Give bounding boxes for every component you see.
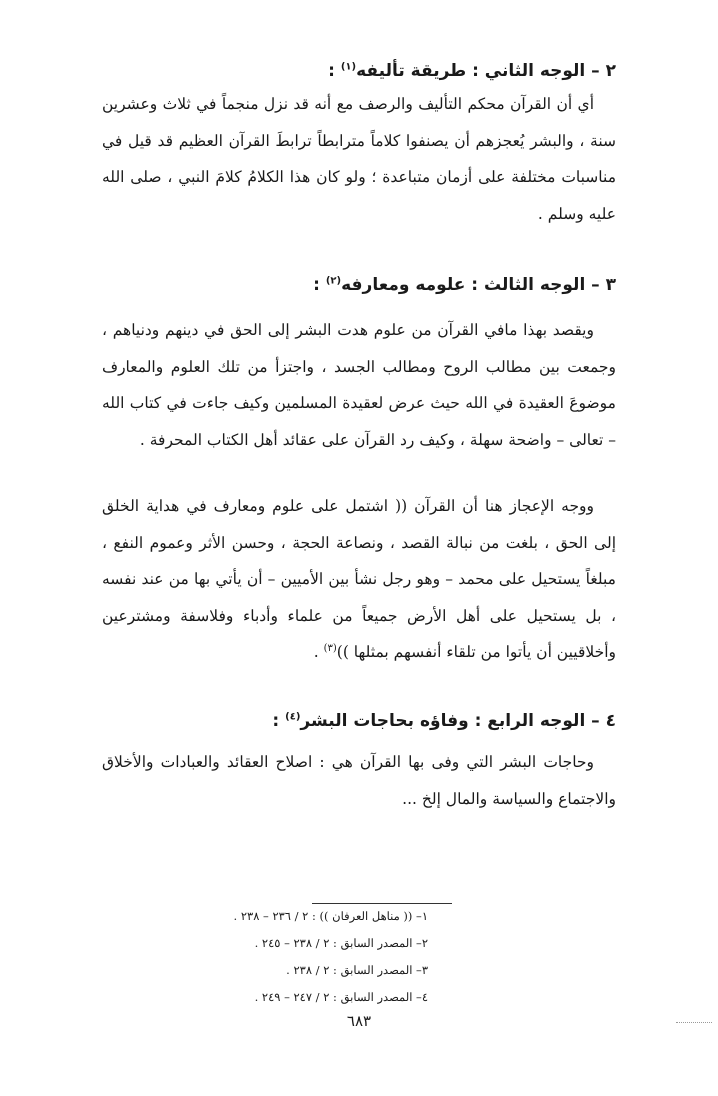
quote-body bbox=[102, 488, 616, 671]
section-2-heading-text: ٢ – الوجه الثاني : طريقة تأليفه bbox=[356, 61, 616, 81]
scan-mark bbox=[676, 1022, 712, 1023]
footnote-2: ٢– المصدر السابق : ٢ / ٢٣٨ – ٢٤٥ . bbox=[254, 936, 428, 950]
quote-end: . bbox=[313, 643, 324, 661]
footnote-3: ٣– المصدر السابق : ٢ / ٢٣٨ . bbox=[286, 963, 428, 977]
section-4-heading bbox=[102, 708, 616, 734]
footnote-ref-4: (٤) bbox=[285, 711, 301, 723]
section-3-body bbox=[102, 312, 616, 458]
footnotes bbox=[128, 903, 428, 1011]
footnote-ref-1: (١) bbox=[340, 61, 357, 73]
section-4-paragraph: وحاجات البشر التي وفى بها القرآن هي : اصلاح العقائد والعبادات والأخلاق والاجتماع والسياسة والمال إلخ ... bbox=[102, 753, 616, 808]
quote-paragraph bbox=[102, 488, 616, 671]
page-number: ٦٨٣ bbox=[346, 1012, 372, 1030]
footnote-1: ١– (( مناهل العرفان )) : ٢ / ٢٣٦ – ٢٣٨ . bbox=[233, 909, 428, 923]
section-4-body bbox=[102, 744, 616, 817]
section-3-heading bbox=[102, 272, 616, 298]
section-2-body bbox=[102, 86, 616, 232]
section-3-heading-text: ٣ – الوجه الثالث : علومه ومعارفه bbox=[341, 275, 616, 295]
section-4-heading-text: ٤ – الوجه الرابع : وفاؤه بحاجات البشر bbox=[300, 711, 616, 731]
section-3-heading-colon: : bbox=[313, 275, 326, 295]
footnote-ref-3: (٣) bbox=[323, 642, 337, 654]
section-4-heading-colon: : bbox=[272, 711, 286, 731]
footnote-4: ٤– المصدر السابق : ٢ / ٢٤٧ – ٢٤٩ . bbox=[254, 990, 428, 1004]
section-2-heading-colon: : bbox=[328, 61, 341, 81]
footnote-ref-2: (٢) bbox=[325, 275, 342, 287]
quote-text: ووجه الإعجاز هنا أن القرآن (( اشتمل على علوم ومعارف في هداية الخلق إلى الحق ، بلغت من نبالة القصد ، ونصاعة الحجة ، وحسن الأثر وعموم النفع ، مبلغاً يستحيل على محمد – وهو رجل نشأ بين الأميين – أن يأتي بها من عند نفسه ، بل يستحيل على أهل الأرض جميعاً من علماء وأدباء وفلاسفة ومشترعين وأخلاقيين أن يأتوا من تلقاء أنفسهم بمثلها )) bbox=[102, 497, 616, 661]
section-2-paragraph: أي أن القرآن محكم التأليف والرصف مع أنه قد نزل منجماً في ثلاث وعشرين سنة ، والبشر يُعجزهم أن يصنفوا كلاماً مترابطاً ترابطَ القرآن العظيم قد قيل في مناسبات مختلفة على أزمان متباعدة ؛ ولو كان هذا الكلامُ كلامَ النبي ، صلى الله عليه وسلم . bbox=[102, 95, 616, 223]
section-3-paragraph: ويقصد بهذا مافي القرآن من علوم هدت البشر إلى الحق في دينهم ودنياهم ، وجمعت بين مطالب الروح ومطالب الجسد ، واجتزأ من تلك العلوم والمعارف موضوعَ العقيدة في الله حيث عرض لعقيدة المسلمين وكيف جاءت في كتاب الله – تعالى – واضحة سهلة ، وكيف رد القرآن على عقائد أهل الكتاب المحرفة . bbox=[102, 321, 616, 449]
section-2-heading bbox=[102, 58, 616, 84]
